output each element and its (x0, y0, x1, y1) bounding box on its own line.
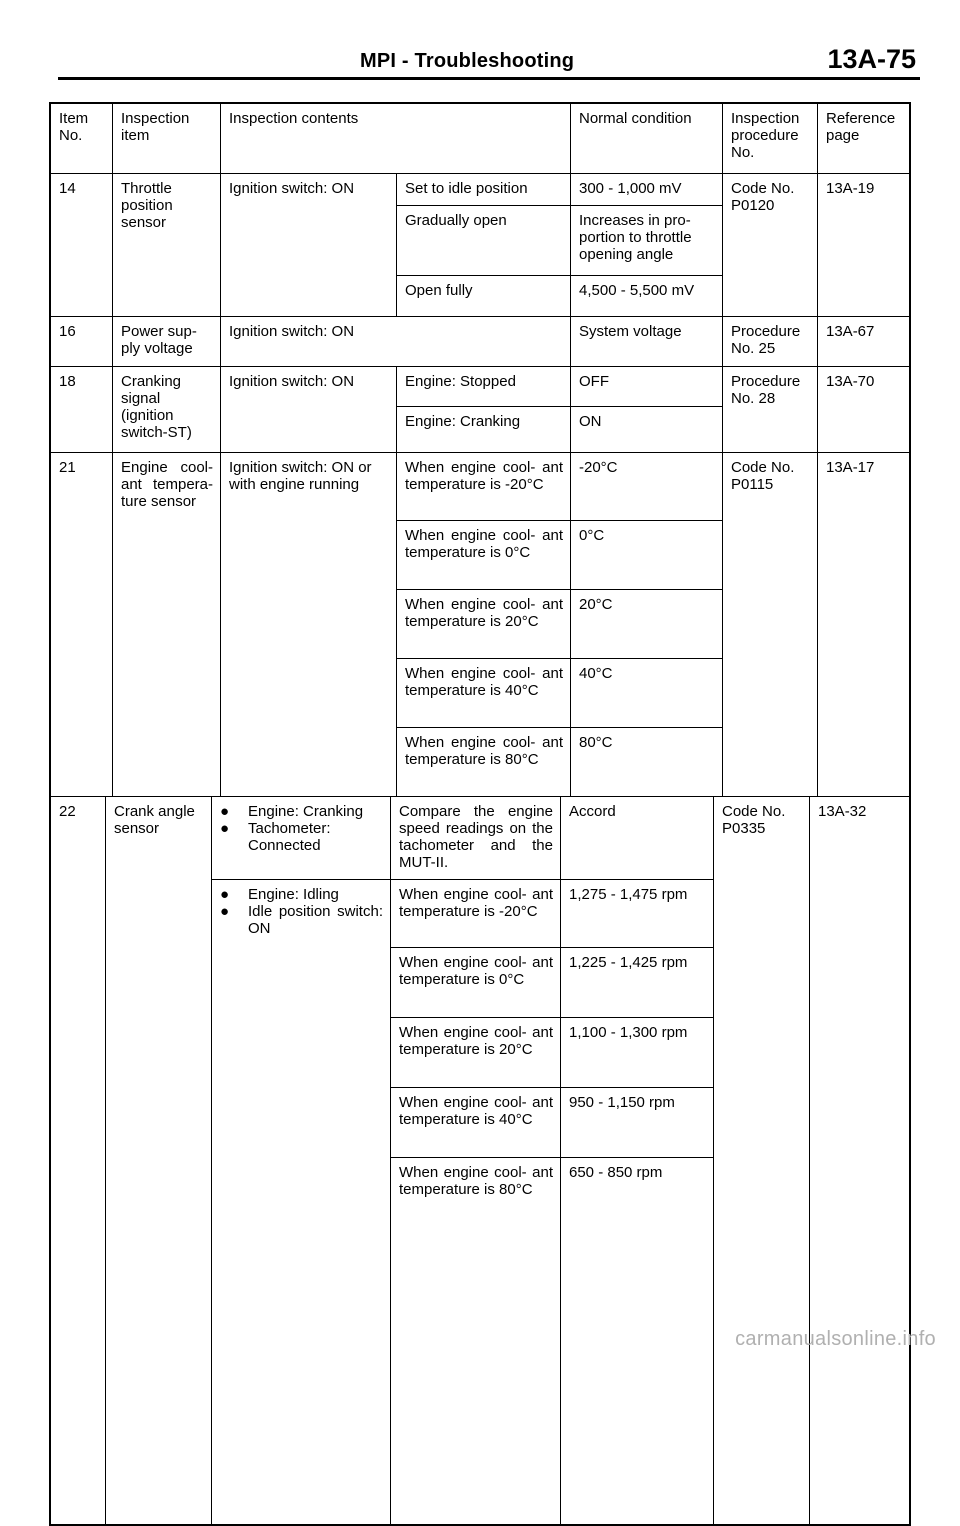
row21-contents: Ignition switch: ON or with engine running (221, 453, 397, 797)
row22-bullet-tachometer: ● Tachometer: Connected (220, 820, 383, 854)
row22-bullet-tachometer-text: Tachometer: Connected (248, 820, 331, 854)
row22-bullet-idling: ● Engine: Idling (220, 886, 339, 903)
row22-bullet-idling-text: Engine: Idling (248, 886, 339, 903)
row18-contents: Ignition switch: ON (221, 367, 397, 453)
row21-normal-0: 0°C (571, 521, 723, 590)
col-header-inspection-item: Inspection item (113, 104, 221, 174)
col-header-reference: Reference page (818, 104, 909, 174)
page-title: MPI - Troubleshooting (360, 50, 575, 72)
row22-condition-compare: Compare the engine speed readings on the tachometer and the MUT-II. (391, 797, 561, 880)
row18-condition-cranking: Engine: Cranking (397, 407, 571, 453)
row22-normal-40: 950 - 1,150 rpm (561, 1088, 714, 1158)
row22-contents-cranking (212, 797, 391, 880)
row14-procedure: Code No. P0120 (723, 174, 818, 317)
row14-condition-gradual: Gradually open (397, 206, 571, 276)
row18-item: Cranking signal (ignition switch-ST) (113, 367, 221, 453)
row14-reference: 13A-19 (818, 174, 909, 317)
row14-contents: Ignition switch: ON (221, 174, 397, 317)
row21-normal-minus20: -20°C (571, 453, 723, 521)
row22-normal-0: 1,225 - 1,425 rpm (561, 948, 714, 1018)
row22-bullet-cranking: ● Engine: Cranking (220, 803, 364, 820)
row14-item-no: 14 (51, 174, 113, 317)
row21-condition-0: When engine cool- ant temperature is 0°C (397, 521, 571, 590)
col-header-item-no: Item No. (51, 104, 113, 174)
row14-normal-idle: 300 - 1,000 mV (571, 174, 723, 206)
row22-bullet-cranking-text: Engine: Cranking (248, 803, 364, 820)
row21-procedure: Code No. P0115 (723, 453, 818, 797)
row18-item-no: 18 (51, 367, 113, 453)
row22-procedure: Code No. P0335 (714, 797, 810, 1524)
row22-bullet-idle-switch-text: Idle position switch: ON (248, 903, 383, 937)
row21-item: Engine cool- ant tempera- ture sensor (113, 453, 221, 797)
row22-normal-20: 1,100 - 1,300 rpm (561, 1018, 714, 1088)
row18-procedure: Procedure No. 28 (723, 367, 818, 453)
row16-procedure: Procedure No. 25 (723, 317, 818, 367)
row21-item-no: 21 (51, 453, 113, 797)
row22-contents-idling (212, 880, 391, 1524)
row14-normal-full: 4,500 - 5,500 mV (571, 276, 723, 317)
row21-condition-20: When engine cool- ant temperature is 20°C (397, 590, 571, 659)
page-header (58, 44, 920, 78)
row22-bullet-idle-switch: ● Idle position switch: ON (220, 903, 383, 937)
row22-normal-minus20: 1,275 - 1,475 rpm (561, 880, 714, 948)
row22-item: Crank angle sensor (106, 797, 212, 1524)
row21-reference: 13A-17 (818, 453, 909, 797)
row21-condition-80: When engine cool- ant temperature is 80°C (397, 728, 571, 797)
row22-condition-minus20: When engine cool- ant temperature is -20°C (391, 880, 561, 948)
row22-condition-40: When engine cool- ant temperature is 40°C (391, 1088, 561, 1158)
row14-condition-full: Open fully (397, 276, 571, 317)
row22-condition-80: When engine cool- ant temperature is 80°C (391, 1158, 561, 1524)
row22-normal-compare: Accord (561, 797, 714, 880)
row21-normal-80: 80°C (571, 728, 723, 797)
row22-condition-20: When engine cool- ant temperature is 20°C (391, 1018, 561, 1088)
row14-item: Throttle position sensor (113, 174, 221, 317)
header-rule (58, 77, 920, 80)
row21-normal-40: 40°C (571, 659, 723, 728)
col-header-procedure: Inspection procedure No. (723, 104, 818, 174)
row14-condition-idle: Set to idle position (397, 174, 571, 206)
row22-normal-80: 650 - 850 rpm (561, 1158, 714, 1524)
footer-watermark: carmanualsonline.info (735, 1328, 936, 1350)
row22-condition-0: When engine cool- ant temperature is 0°C (391, 948, 561, 1018)
row18-reference: 13A-70 (818, 367, 909, 453)
row21-normal-20: 20°C (571, 590, 723, 659)
row16-item: Power sup- ply voltage (113, 317, 221, 367)
troubleshooting-table (49, 102, 911, 1526)
row21-condition-40: When engine cool- ant temperature is 40°C (397, 659, 571, 728)
row16-contents: Ignition switch: ON (221, 317, 571, 367)
row18-normal-stopped: OFF (571, 367, 723, 407)
col-header-inspection-contents: Inspection contents (221, 104, 571, 174)
row16-item-no: 16 (51, 317, 113, 367)
page-number: 13A-75 (827, 44, 916, 74)
row16-normal: System voltage (571, 317, 723, 367)
row16-reference: 13A-67 (818, 317, 909, 367)
row22-reference: 13A-32 (818, 803, 867, 820)
row18-normal-cranking: ON (571, 407, 723, 453)
row18-condition-stopped: Engine: Stopped (397, 367, 571, 407)
row22-item-no: 22 (51, 797, 106, 1524)
row14-normal-gradual: Increases in pro- portion to throttle opening angle (571, 206, 723, 276)
col-header-normal-condition: Normal condition (571, 104, 723, 174)
row21-condition-minus20: When engine cool- ant temperature is -20°C (397, 453, 571, 521)
